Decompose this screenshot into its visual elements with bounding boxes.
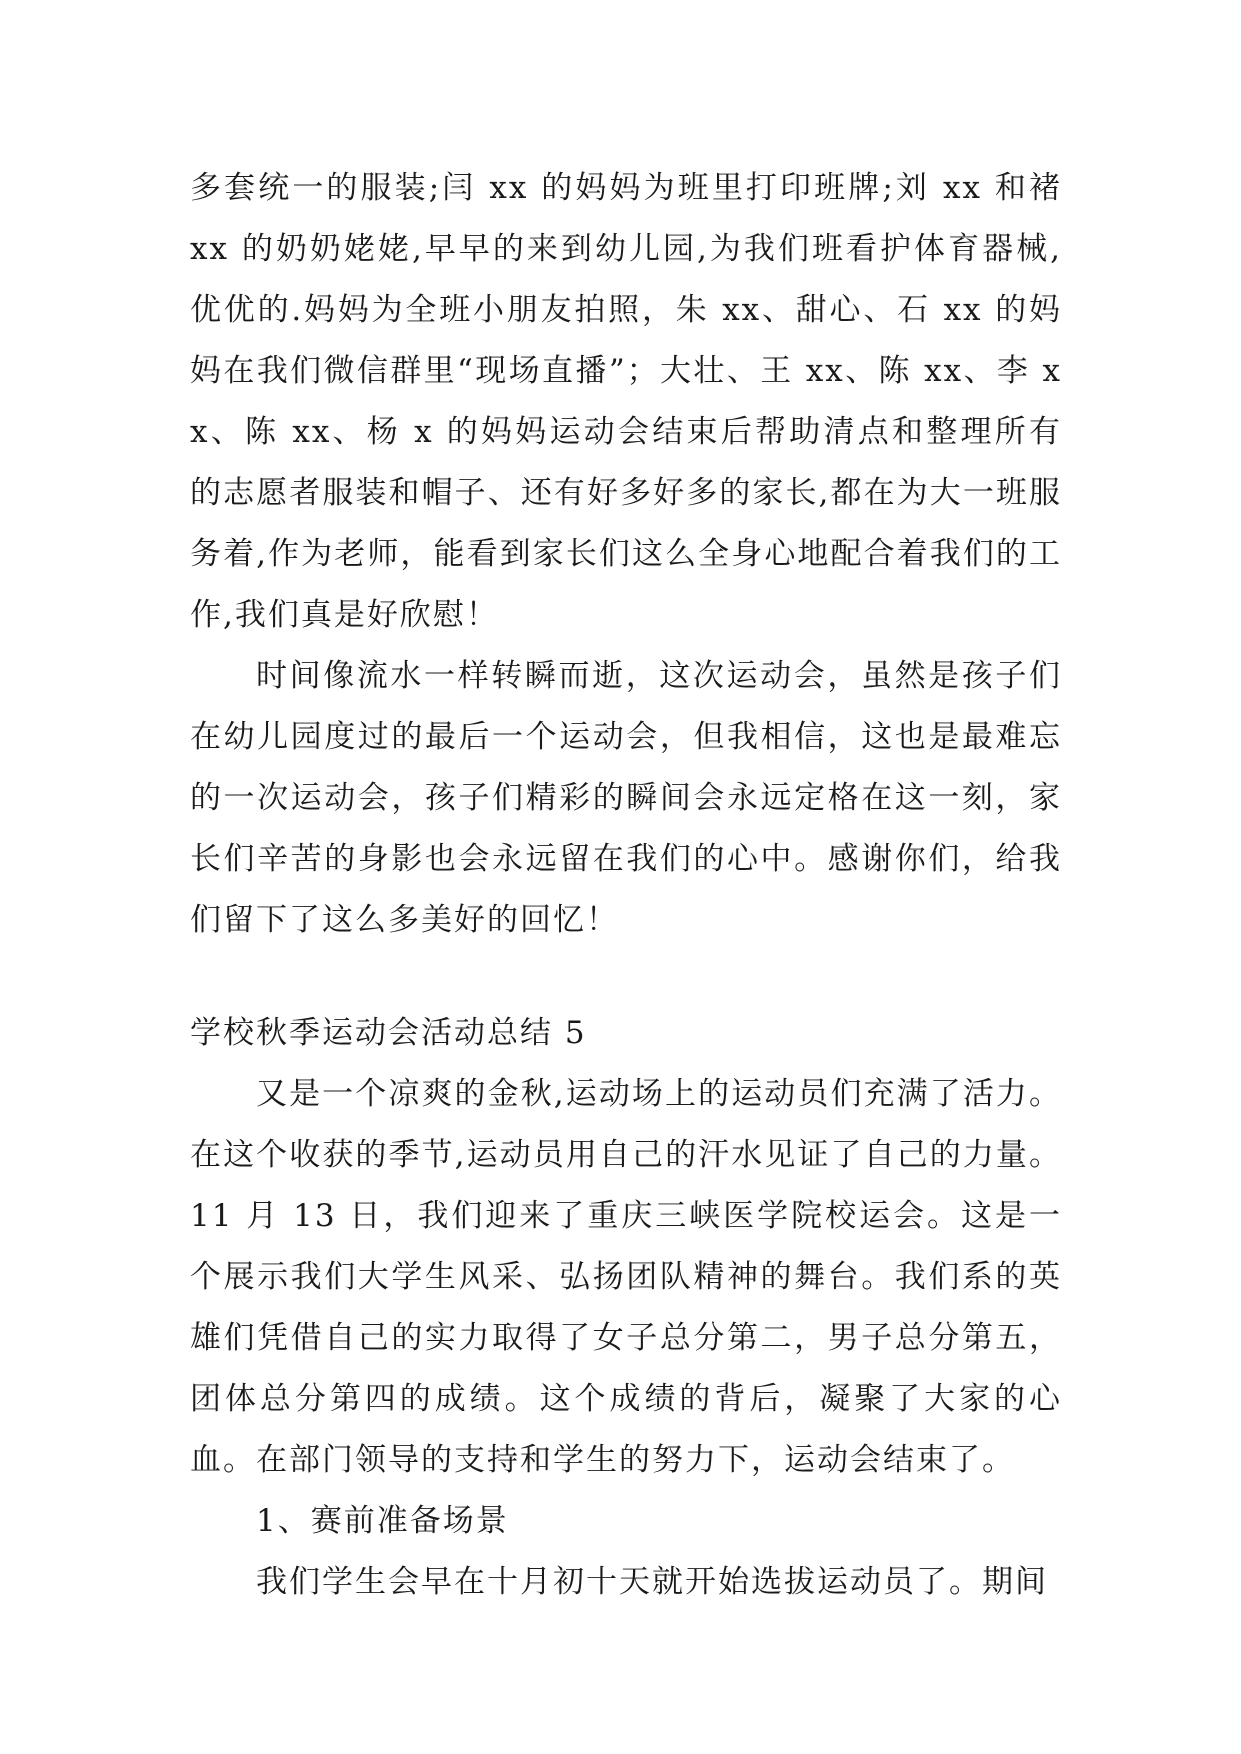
paragraph-autumn-games: 又是一个凉爽的金秋,运动场上的运动员们充满了活力。在这个收获的季节,运动员用自己的汗水见证了自己的力量。11 月 13 日，我们迎来了重庆三峡医学院校运会。这是一个展示我们大学生风采、弘扬团队精神的舞台。我们系的英雄们凭借自己的实力取得了女子总分第二，男子总分第五，团体总分第四的成绩。这个成绩的背后，凝聚了大家的心血。在部门领导的支持和学生的努力下，运动会结束了。: [190, 1076, 1062, 1478]
paragraph-volunteer-parents: 多套统一的服装;闫 xx 的妈妈为班里打印班牌;刘 xx 和褚 xx 的奶奶姥姥,早早的来到幼儿园,为我们班看护体育器械,优优的.妈妈为全班小朋友拍照，朱 xx、甜心、石 xx 的妈妈在我们微信群里“现场直播”；大壮、王 xx、陈 xx、李 xx、陈 xx、杨 x 的妈妈运动会结束后帮助清点和整理所有的志愿者服装和帽子、还有好多好多的家长,都在为大一班服务着,作为老师，能看到家长们这么全身心地配合着我们的工作,我们真是好欣慰！: [190, 170, 1062, 633]
section-title: 学校秋季运动会活动总结 5: [190, 1015, 587, 1051]
paragraph-closing-thanks: 时间像流水一样转瞬而逝，这次运动会，虽然是孩子们在幼儿园度过的最后一个运动会，但我相信，这也是最难忘的一次运动会，孩子们精彩的瞬间会永远定格在这一刻，家长们辛苦的身影也会永远留在我们的心中。感谢你们，给我们留下了这么多美好的回忆！: [190, 658, 1062, 938]
subheading-preparation: 1、赛前准备场景: [256, 1503, 509, 1539]
document-body: [190, 158, 1062, 1613]
paragraph-athlete-selection: 我们学生会早在十月初十天就开始选拔运动员了。期间: [256, 1564, 1048, 1600]
